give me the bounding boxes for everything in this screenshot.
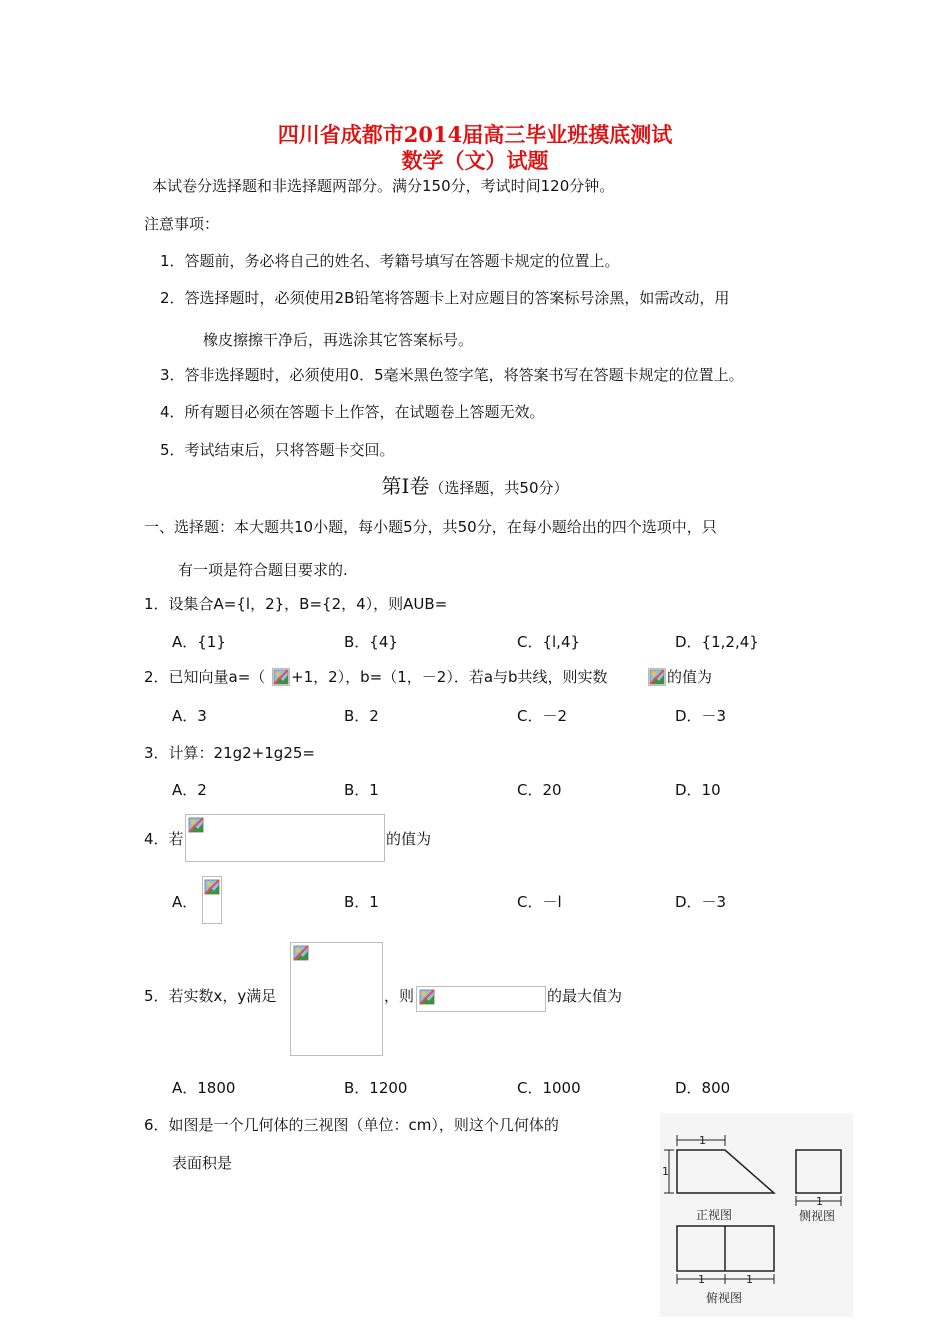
formula-image-placeholder	[290, 942, 383, 1056]
broken-image-icon	[188, 817, 204, 833]
section-title-main: 第Ⅰ卷	[381, 474, 430, 498]
q4-option-c: C．－l	[517, 893, 562, 911]
formula-image-placeholder	[185, 814, 385, 862]
question-6-stem: 表面积是	[172, 1154, 233, 1172]
front-dim-left-label: 1	[662, 1165, 669, 1178]
q5-option-c: C．1000	[517, 1079, 581, 1097]
question-5-stem-c: 的最大值为	[547, 987, 623, 1005]
notice-item: 1．答题前，务必将自己的姓名、考籍号填写在答题卡规定的位置上。	[160, 252, 620, 270]
broken-image-icon	[648, 668, 666, 686]
broken-image-icon	[272, 668, 290, 686]
question-6-stem: 6．如图是一个几何体的三视图（单位：cm），则这个几何体的	[144, 1116, 559, 1134]
notice-item: 5．考试结束后，只将答题卡交回。	[160, 441, 395, 459]
question-2-stem-b: +1，2），b=（1，－2）．若a与b共线，则实数	[291, 668, 608, 686]
q3-option-d: D．10	[675, 781, 721, 799]
three-view-drawing	[660, 1113, 853, 1317]
notice-heading: 注意事项：	[144, 215, 220, 233]
formula-image-placeholder	[416, 986, 546, 1012]
broken-image-icon	[204, 879, 220, 895]
q3-option-b: B．1	[344, 781, 379, 799]
broken-image-icon	[293, 945, 309, 961]
q1-option-c: C．{l,4}	[517, 633, 581, 651]
notice-item: 3．答非选择题时，必须使用0．5毫米黑色签字笔，将答案书写在答题卡规定的位置上。	[160, 366, 744, 384]
notice-item: 橡皮擦擦干净后，再选涂其它答案标号。	[203, 331, 474, 349]
intro-text: 本试卷分选择题和非选择题两部分。满分150分，考试时间120分钟。	[152, 177, 615, 195]
question-5-stem-b: ，则	[384, 987, 415, 1005]
q4-option-b: B．1	[344, 893, 379, 911]
three-view-figure	[660, 1113, 853, 1317]
q4-option-a: A．	[172, 893, 198, 911]
q4-option-d: D．－3	[675, 893, 727, 911]
side-dim-label: 1	[816, 1195, 823, 1208]
section-title-sub: （选择题，共50分）	[429, 479, 569, 497]
question-2-stem-c: 的值为	[667, 668, 713, 686]
q1-option-b: B．{4}	[344, 633, 398, 651]
exam-title: 四川省成都市2014届高三毕业班摸底测试	[277, 122, 673, 147]
question-3-stem: 3．计算：21g2+1g25=	[144, 744, 315, 762]
q2-option-c: C．－2	[517, 707, 568, 725]
q2-option-d: D．－3	[675, 707, 727, 725]
top-view-drawing	[677, 1226, 774, 1284]
front-dim-top-label: 1	[699, 1134, 706, 1147]
front-view-drawing	[664, 1135, 774, 1193]
q2-option-a: A．3	[172, 707, 207, 725]
q5-option-b: B．1200	[344, 1079, 408, 1097]
section-instruction: 有一项是符合题目要求的.	[178, 561, 348, 579]
section-title	[0, 476, 950, 498]
section-instruction: 一、选择题：本大题共10小题，每小题5分，共50分，在每小题给出的四个选项中，只	[144, 518, 717, 536]
question-2-stem-a: 2．已知向量a=（	[144, 668, 266, 686]
top-dim-label-right: 1	[746, 1273, 753, 1286]
q2-option-b: B．2	[344, 707, 379, 725]
exam-subtitle: 数学（文）试题	[401, 148, 549, 173]
q5-option-d: D．800	[675, 1079, 731, 1097]
side-view-label: 侧视图	[799, 1209, 836, 1223]
question-5-stem-a: 5．若实数x，y满足	[144, 987, 277, 1005]
question-4-stem-b: 的值为	[386, 830, 432, 848]
notice-item: 2．答选择题时，必须使用2B铅笔将答题卡上对应题目的答案标号涂黑，如需改动，用	[160, 289, 730, 307]
formula-image-placeholder	[202, 876, 222, 924]
q5-option-a: A．1800	[172, 1079, 236, 1097]
top-view-label: 俯视图	[706, 1291, 743, 1305]
question-4-stem-a: 4．若	[144, 830, 184, 848]
q3-option-a: A．2	[172, 781, 207, 799]
broken-image-icon	[419, 989, 435, 1005]
q1-option-a: A．{1}	[172, 633, 226, 651]
question-1-stem: 1．设集合A={l，2}，B={2，4），则AUB=	[144, 595, 448, 613]
q3-option-c: C．20	[517, 781, 562, 799]
top-dim-label-left: 1	[698, 1273, 705, 1286]
q1-option-d: D．{1,2,4}	[675, 633, 759, 651]
front-view-label: 正视图	[696, 1208, 733, 1222]
notice-item: 4．所有题目必须在答题卡上作答，在试题卷上答题无效。	[160, 403, 545, 421]
